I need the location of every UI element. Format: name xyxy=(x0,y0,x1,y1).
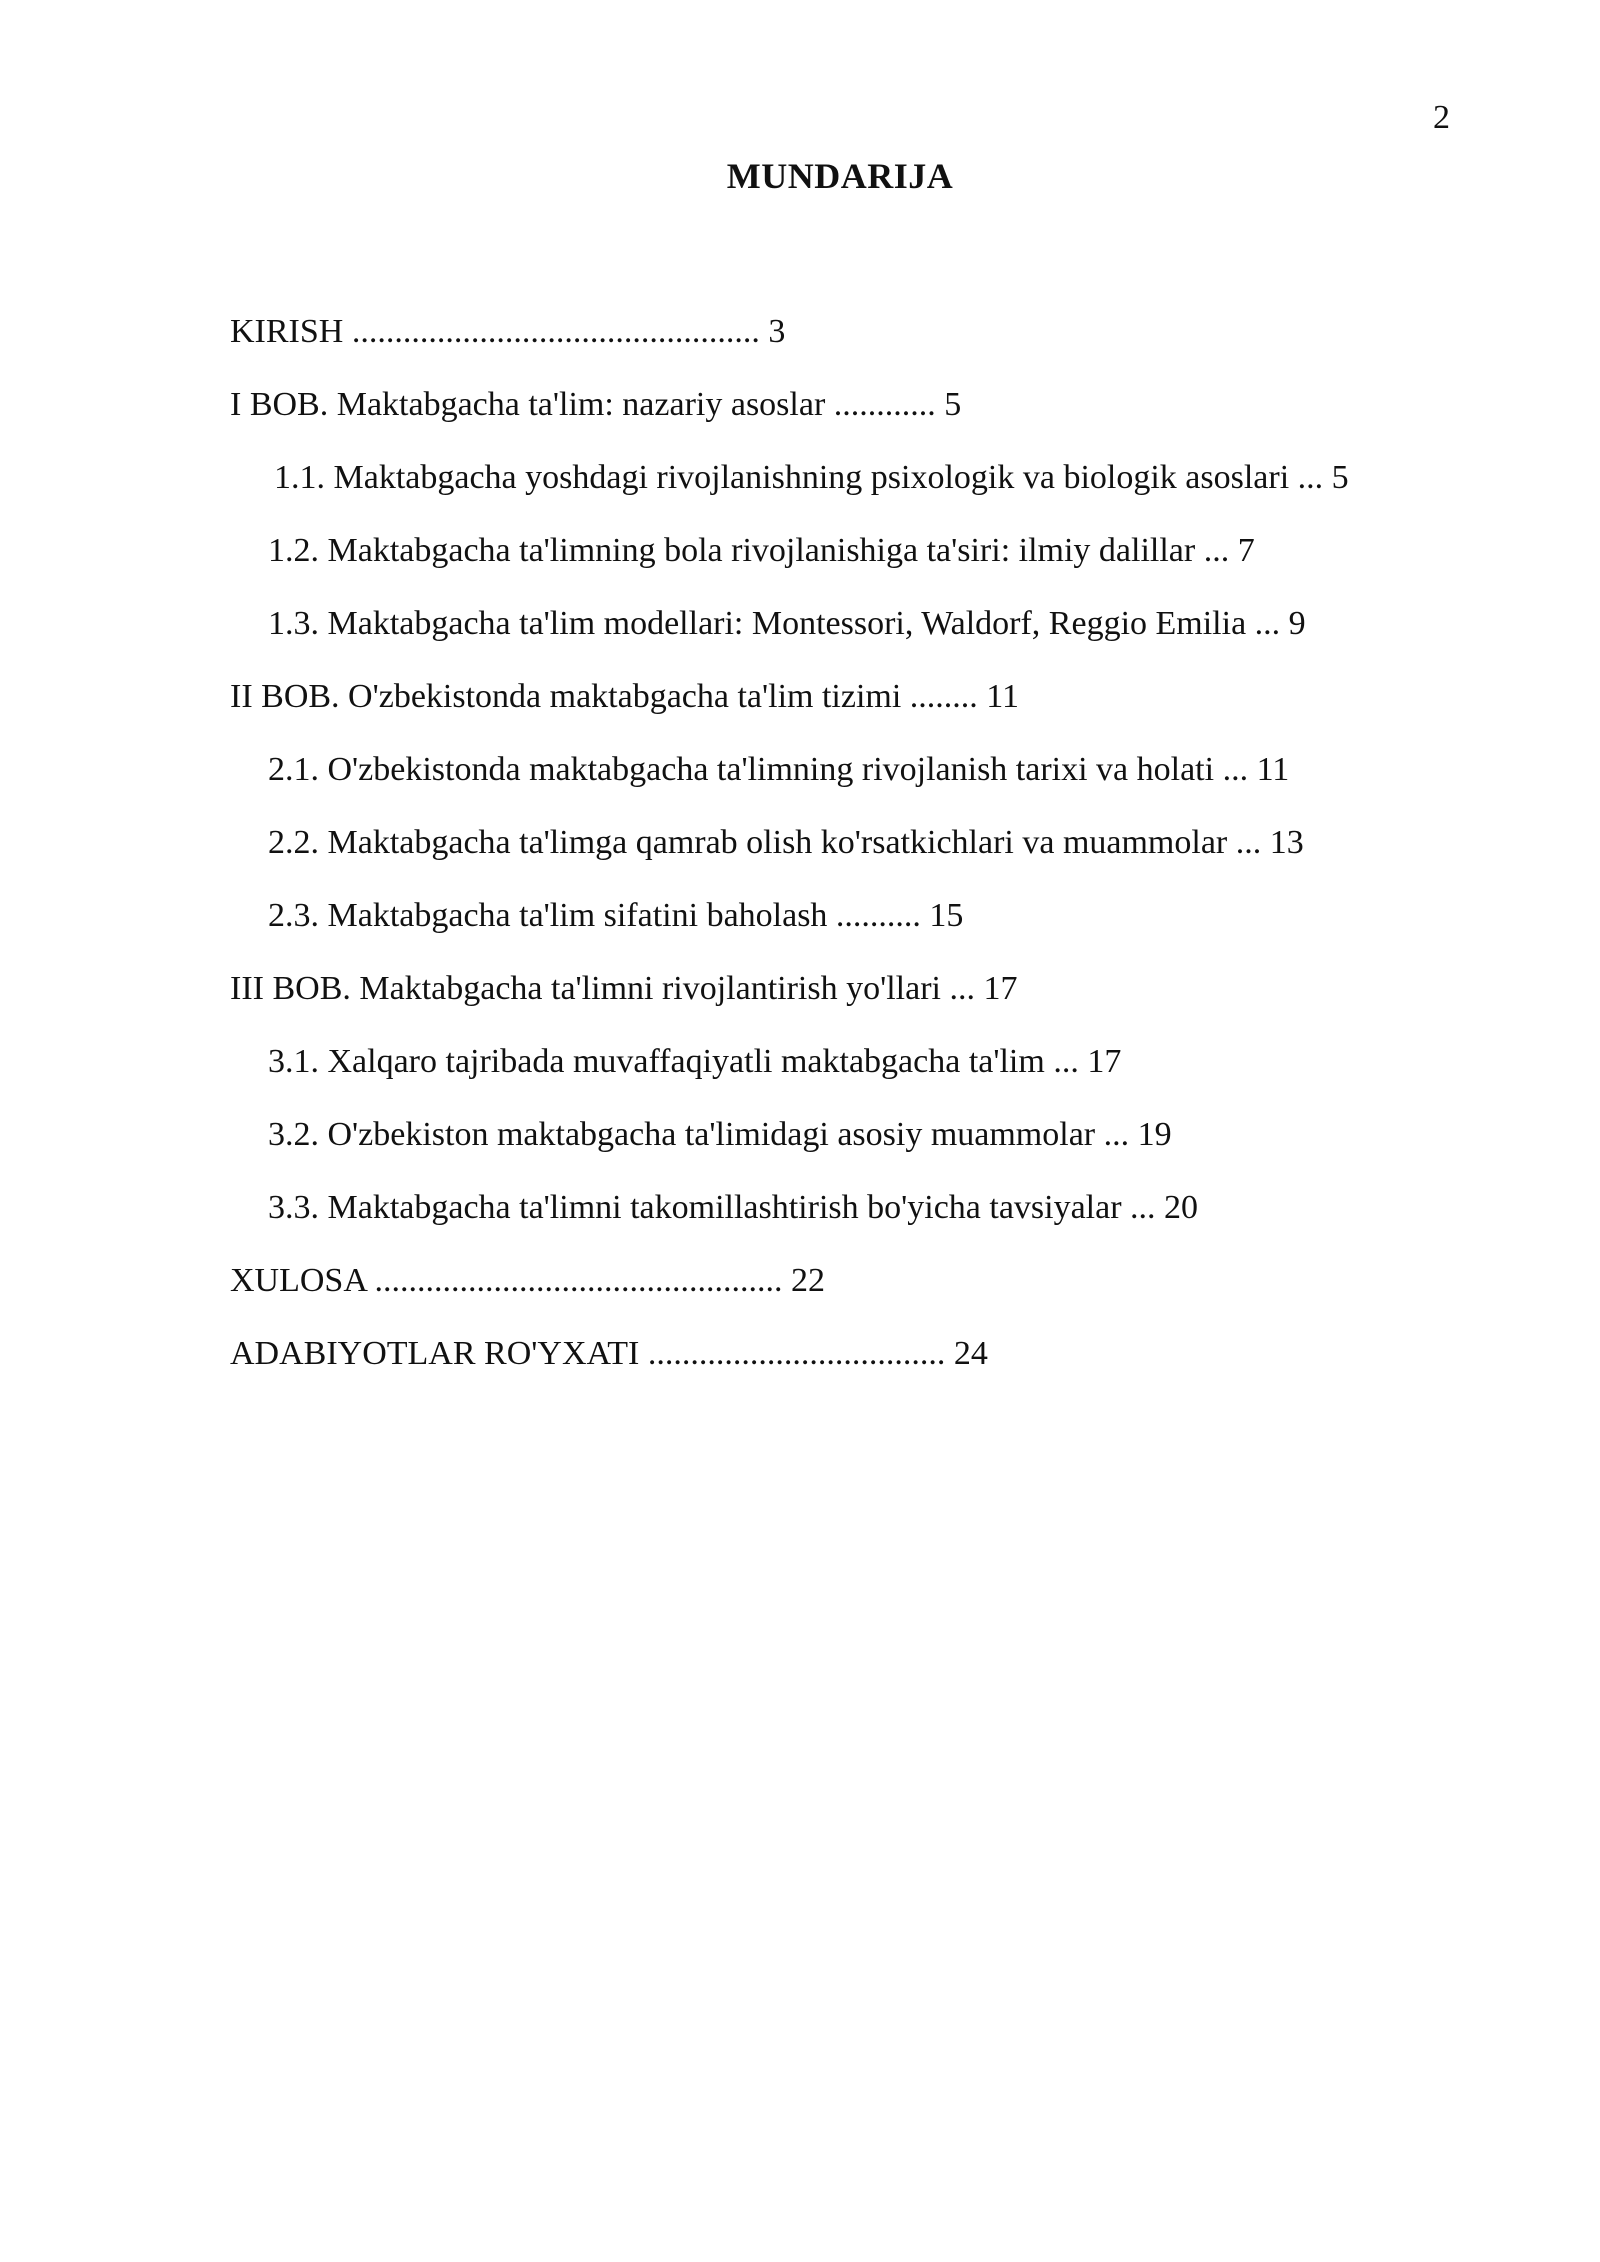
table-of-contents xyxy=(230,300,1460,1395)
toc-entry-section-1-1: 1.1. Maktabgacha yoshdagi rivojlanishning psixologik va biologik asoslari ... 5 xyxy=(274,459,1349,496)
toc-entry-section-3-1: 3.1. Xalqaro tajribada muvaffaqiyatli maktabgacha ta'lim ... 17 xyxy=(268,1043,1122,1080)
toc-entry-section-1-3: 1.3. Maktabgacha ta'lim modellari: Montessori, Waldorf, Reggio Emilia ... 9 xyxy=(268,605,1306,642)
toc-entry-section-2-1: 2.1. O'zbekistonda maktabgacha ta'limning rivojlanish tarixi va holati ... 11 xyxy=(268,751,1290,788)
toc-entry-xulosa: XULOSA ................................................ 22 xyxy=(230,1262,826,1299)
toc-entry-adabiyotlar: ADABIYOTLAR RO'YXATI ................................... 24 xyxy=(230,1335,988,1372)
toc-entry-section-2-3: 2.3. Maktabgacha ta'lim sifatini baholash .......... 15 xyxy=(268,897,964,934)
toc-entry-section-1-2: 1.2. Maktabgacha ta'limning bola rivojlanishiga ta'siri: ilmiy dalillar ... 7 xyxy=(268,532,1255,569)
page-number: 2 xyxy=(1433,99,1450,136)
toc-entry-chapter-3: III BOB. Maktabgacha ta'limni rivojlantirish yo'llari ... 17 xyxy=(230,970,1018,1007)
toc-entry-chapter-1: I BOB. Maktabgacha ta'lim: nazariy asoslar ............ 5 xyxy=(230,386,962,423)
page-title: MUNDARIJA xyxy=(726,156,954,196)
toc-entry-section-3-2: 3.2. O'zbekiston maktabgacha ta'limidagi asosiy muammolar ... 19 xyxy=(268,1116,1172,1153)
toc-entry-section-2-2: 2.2. Maktabgacha ta'limga qamrab olish ko'rsatkichlari va muammolar ... 13 xyxy=(268,824,1304,861)
toc-entry-kirish: KIRISH ................................................ 3 xyxy=(230,313,786,350)
toc-entry-section-3-3: 3.3. Maktabgacha ta'limni takomillashtirish bo'yicha tavsiyalar ... 20 xyxy=(268,1189,1199,1226)
toc-entry-chapter-2: II BOB. O'zbekistonda maktabgacha ta'lim tizimi ........ 11 xyxy=(230,678,1020,715)
